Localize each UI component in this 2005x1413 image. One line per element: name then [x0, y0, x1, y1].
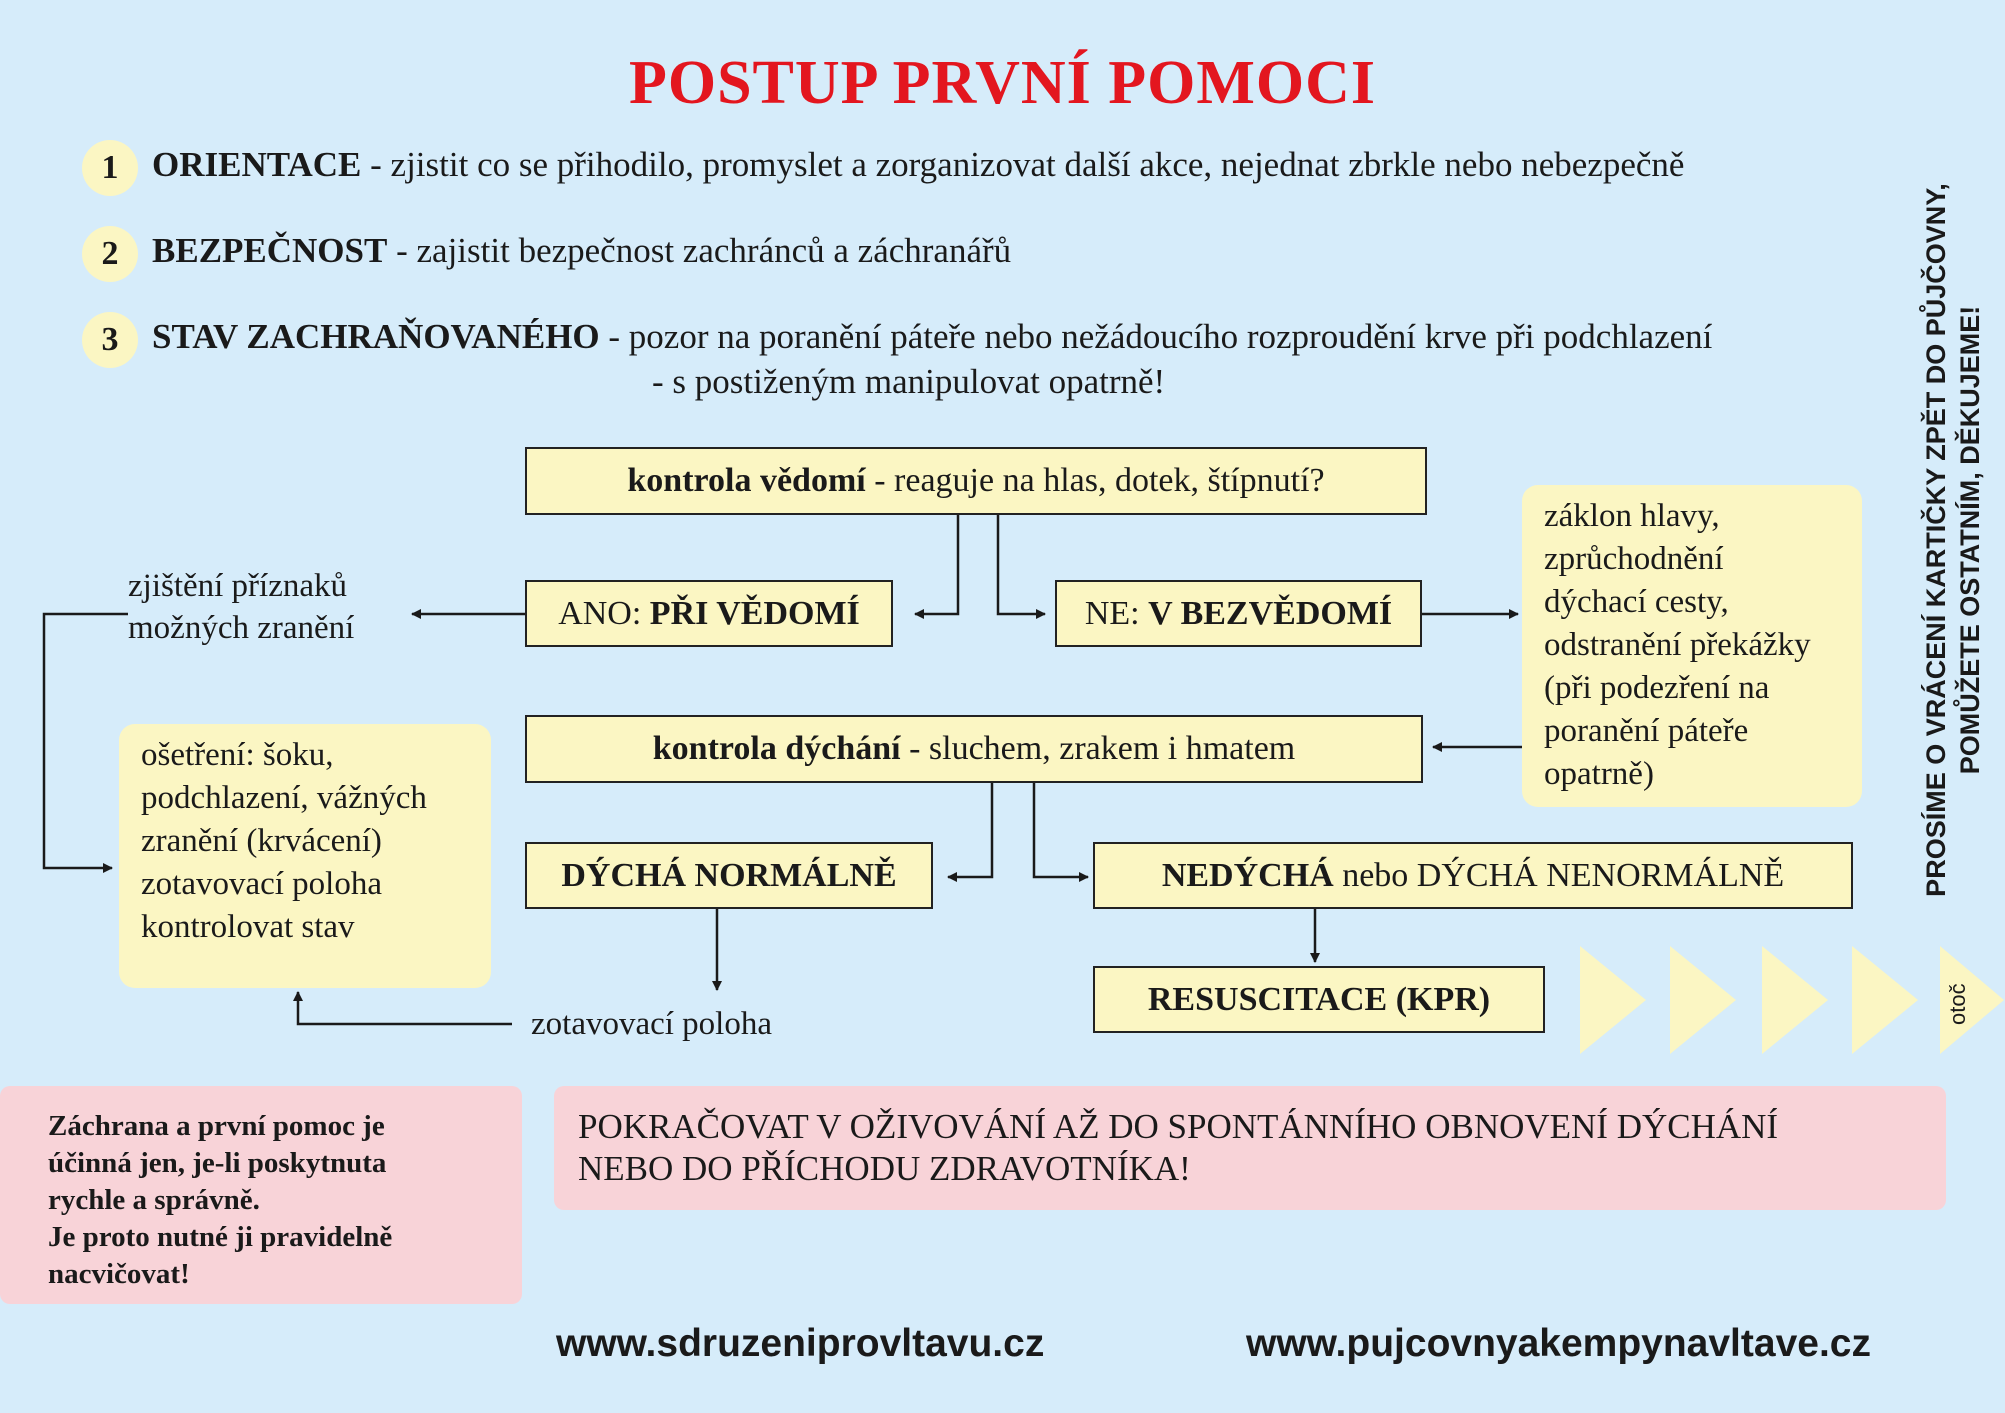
step-name: BEZPEČNOST — [152, 231, 388, 271]
arrow-to-treatment — [44, 614, 128, 868]
box-breathing-bold: kontrola dýchání — [652, 730, 901, 767]
flip-label: otoč — [1945, 983, 1970, 1025]
next-triangle-icon — [1852, 946, 1918, 1054]
url-sdruzeni[interactable]: www.sdruzeniprovltavu.cz — [556, 1322, 1045, 1365]
next-triangle-icon — [1762, 946, 1828, 1054]
box-breathing-normal: DÝCHÁ NORMÁLNĚ — [525, 842, 933, 909]
box-consciousness-check — [525, 447, 1427, 515]
box-breathing-rest: - sluchem, zrakem i hmatem — [900, 730, 1296, 767]
box-unconscious-prefix: NE: — [1084, 594, 1149, 632]
box-unconscious — [1055, 580, 1422, 647]
step-name: STAV ZACHRAŇOVANÉHO — [152, 317, 600, 357]
page-title: POSTUP PRVNÍ POMOCI — [628, 49, 1377, 117]
note-training-text: Záchrana a první pomoc je účinná jen, je-li poskytnuta rychle a správně. Je proto nutné ji pravidelně nacvičovat! — [48, 1110, 393, 1290]
box-conscious — [525, 580, 893, 647]
text-symptoms: zjištění příznaků možných zranění — [128, 568, 355, 646]
step-number: 3 — [82, 312, 138, 368]
box-not-breathing-bold: NEDÝCHÁ — [1161, 856, 1334, 894]
arrow-to-not-breathing — [1034, 783, 1088, 877]
box-consciousness-bold: kontrola vědomí — [627, 462, 866, 499]
box-cpr: RESUSCITACE (KPR) — [1093, 966, 1545, 1033]
side-return-card-text: PROSÍME O VRÁCENÍ KARTIČKY ZPĚT DO PŮJČOVNY, POMŮŽETE OSTATNÍM, DĚKUJEME! — [1921, 183, 1985, 897]
note-airway: záklon hlavy, zprůchodnění dýchací cesty, odstranění překážky (při podezření na poranění páteře opatrně) — [1522, 485, 1862, 807]
next-arrows — [1580, 946, 2004, 1054]
step-number: 2 — [82, 226, 138, 282]
arrow-recovery-to-treatment — [298, 992, 512, 1024]
note-continue-cpr-text: POKRAČOVAT V OŽIVOVÁNÍ AŽ DO SPONTÁNNÍHO OBNOVENÍ DÝCHÁNÍ NEBO DO PŘÍCHODU ZDRAVOTNÍKA! — [578, 1107, 1779, 1188]
box-consciousness-rest: - reaguje na hlas, dotek, štípnutí? — [865, 462, 1325, 499]
step-casualty-state-note: - s postiženým manipulovat opatrně! — [652, 362, 1166, 401]
note-training — [0, 1086, 522, 1304]
text-recovery-position: zotavovací poloha — [531, 1006, 772, 1042]
box-breathing-check — [525, 715, 1423, 783]
step-text: - zajistit bezpečnost zachránců a záchranářů — [387, 231, 1012, 271]
next-triangle-icon — [1580, 946, 1646, 1054]
url-pujcovny[interactable]: www.pujcovnyakempynavltave.cz — [1246, 1322, 1871, 1365]
note-treatment: ošetření: šoku, podchlazení, vážných zranění (krvácení) zotavovací poloha kontrolovat stav — [119, 724, 491, 988]
arrow-to-unconscious — [998, 515, 1045, 614]
box-unconscious-bold: V BEZVĚDOMÍ — [1148, 594, 1393, 632]
step-number: 1 — [82, 140, 138, 196]
box-conscious-prefix: ANO: — [558, 594, 650, 632]
arrow-to-breathing-normal — [948, 783, 992, 877]
arrow-to-conscious — [915, 515, 958, 614]
step-text: - pozor na poranění páteře nebo nežádoucího rozproudění krve při podchlazení — [599, 317, 1713, 357]
step-name: ORIENTACE — [152, 145, 362, 185]
next-triangle-icon — [1670, 946, 1736, 1054]
step-text: - zjistit co se přihodilo, promyslet a zorganizovat další akce, nejednat zbrkle nebo nebezpečně — [361, 145, 1685, 185]
box-conscious-bold: PŘI VĚDOMÍ — [649, 594, 860, 632]
note-continue-cpr — [554, 1086, 1946, 1210]
box-not-breathing-rest: nebo DÝCHÁ NENORMÁLNĚ — [1333, 856, 1785, 894]
box-not-breathing — [1093, 842, 1853, 909]
